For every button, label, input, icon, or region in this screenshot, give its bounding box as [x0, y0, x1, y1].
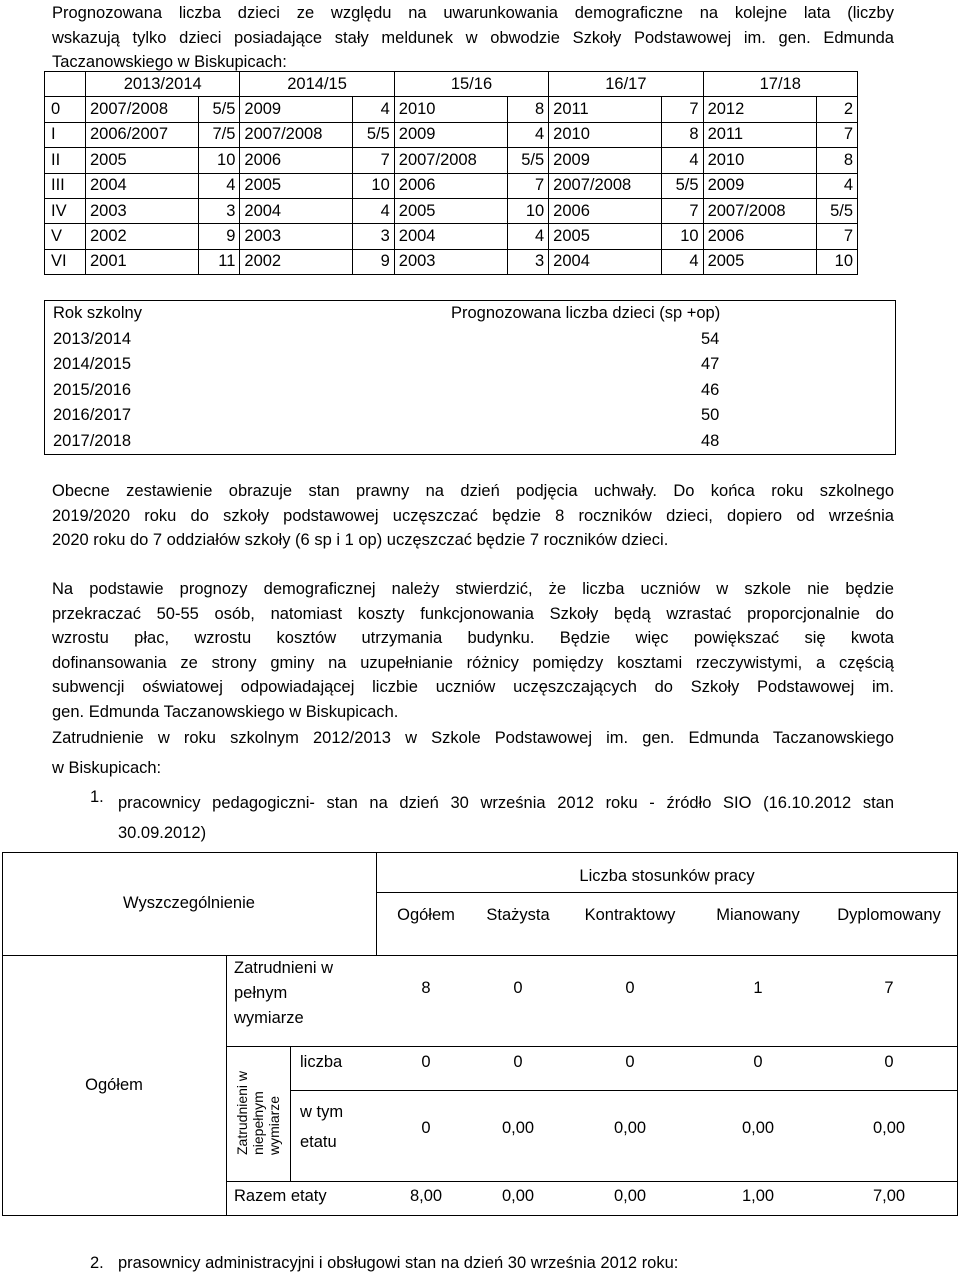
summary-year: 2015/2016 [53, 380, 131, 399]
list-item: prasownicy administracyjni i obsługowi stan na dzień 30 września 2012 roku: [118, 1254, 679, 1272]
staff-col-header: Mianowany [716, 905, 800, 924]
forecast-birth-year: 2007/2008 [86, 97, 199, 122]
summary-year: 2016/2017 [53, 406, 131, 425]
forecast-birth-year: 2006 [394, 173, 507, 198]
forecast-header: 2013/2014 [86, 72, 240, 97]
forecast-birth-year: 2005 [86, 148, 199, 173]
forecast-count: 2 [816, 97, 858, 122]
forecast-count: 10 [816, 249, 858, 274]
total-row-value: 8,00 [409, 1186, 443, 1205]
forecast-count: 5/5 [662, 173, 703, 198]
forecast-birth-year: 2009 [549, 148, 662, 173]
forecast-birth-year: 2010 [549, 122, 662, 147]
forecast-header: 16/17 [549, 72, 703, 97]
forecast-birth-year: 2005 [549, 224, 662, 249]
forecast-birth-year: 2012 [703, 97, 816, 122]
forecast-birth-year: 2004 [549, 249, 662, 274]
forecast-count: 7 [662, 198, 703, 223]
summary-count: 48 [701, 431, 720, 450]
forecast-birth-year: 2009 [394, 122, 507, 147]
forecast-birth-year: 2003 [240, 224, 353, 249]
paragraph-line: Obecne zestawienie obrazuje stan prawny na dzień podjęcia uchwały. Do końca roku szkolnego [52, 482, 894, 500]
forecast-count: 5/5 [816, 198, 858, 223]
list-number: 1. [90, 788, 104, 806]
forecast-birth-year: 2007/2008 [703, 198, 816, 223]
paragraph-line: Zatrudnienie w roku szkolnym 2012/2013 w Szkole Podstawowej im. gen. Edmunda Taczanowskiego [52, 729, 894, 747]
summary-year: 2013/2014 [53, 329, 131, 348]
part-time-label-line: Zatrudnieni w [234, 1070, 250, 1156]
forecast-count: 4 [507, 122, 548, 147]
forecast-count: 5/5 [353, 122, 394, 147]
forecast-count: 8 [816, 148, 858, 173]
paragraph-line: dofinansowania ze strony gminy na uzupełnianie różnicy pomiędzy kosztami rzeczywistymi, a częścią [52, 653, 894, 672]
summary-count: 47 [701, 355, 720, 374]
forecast-count: 10 [662, 224, 703, 249]
list-item-line: pracownicy pedagogiczni- stan na dzień 30 września 2012 roku - źródło SIO (16.10.2012 stan [118, 794, 894, 812]
forecast-count: 4 [662, 148, 703, 173]
fte-label-line: etatu [300, 1133, 337, 1151]
forecast-count: 4 [353, 198, 394, 223]
forecast-header: 2014/15 [240, 72, 394, 97]
forecast-class-label: III [45, 173, 86, 198]
part-time-vertical-label [226, 1046, 290, 1181]
fte-row-label [300, 1097, 343, 1157]
forecast-birth-year: 2006 [549, 198, 662, 223]
forecast-birth-year: 2005 [394, 198, 507, 223]
total-row-value: 1,00 [741, 1186, 775, 1205]
full-time-value: 7 [884, 978, 894, 997]
paragraph-line: 2020 roku do 7 oddziałów szkoły (6 sp i 1 op) uczęszczać będzie 7 roczników dzieci. [52, 531, 669, 549]
full-time-label-line: Zatrudnieni w [234, 959, 334, 977]
forecast-birth-year: 2001 [86, 249, 199, 274]
forecast-count: 4 [198, 173, 239, 198]
total-row-value: 0,00 [613, 1186, 647, 1205]
forecast-birth-year: 2004 [394, 224, 507, 249]
forecast-birth-year: 2003 [86, 198, 199, 223]
summary-year: 2014/2015 [53, 355, 131, 374]
intro-line: Prognozowana liczba dzieci ze względu na uwarunkowania demograficzne na kolejne lata (liczby [52, 4, 894, 22]
paragraph-line: przekraczać 50-55 osób, natomiast koszty funkcjonowania Szkoły będą wzrastać proporcjonalnie do [52, 604, 894, 623]
paragraph-line: 2019/2020 roku do szkoły podstawowej uczęszczać będzie 8 roczników dzieci, dopiero od września [52, 506, 894, 525]
total-row-value: 0,00 [501, 1186, 535, 1205]
full-time-value: 8 [421, 978, 431, 997]
part-time-label-line: wymiarze [266, 1095, 282, 1156]
staff-col-header: Dyplomowany [837, 905, 941, 924]
count-row-value: 0 [513, 1052, 523, 1071]
forecast-class-label: IV [45, 198, 86, 223]
forecast-birth-year: 2011 [703, 122, 816, 147]
forecast-birth-year: 2007/2008 [240, 122, 353, 147]
forecast-birth-year: 2011 [549, 97, 662, 122]
forecast-count: 4 [507, 224, 548, 249]
full-time-label-line: pełnym [234, 984, 288, 1002]
intro-line: wskazują tylko dzieci posiadające stały meldunek w obwodzie Szkoły Podstawowej im. gen. Edmunda [52, 28, 894, 47]
part-time-label-line: niepełnym [250, 1091, 266, 1156]
forecast-birth-year: 2002 [240, 249, 353, 274]
forecast-class-label: VI [45, 249, 86, 274]
forecast-count: 11 [198, 249, 239, 274]
forecast-birth-year: 2004 [86, 173, 199, 198]
full-time-value: 1 [753, 978, 763, 997]
staff-col-header: Kontraktowy [584, 905, 676, 924]
forecast-birth-year: 2007/2008 [549, 173, 662, 198]
total-row-label: Razem etaty [234, 1187, 327, 1205]
forecast-birth-year: 2009 [240, 97, 353, 122]
total-row-value: 7,00 [872, 1186, 906, 1205]
forecast-birth-year: 2006 [240, 148, 353, 173]
full-time-value: 0 [513, 978, 523, 997]
forecast-count: 5/5 [198, 97, 239, 122]
fte-row-value: 0 [421, 1118, 431, 1137]
staff-col-header: Ogółem [397, 905, 455, 924]
staff-col-header: Stażysta [486, 905, 550, 924]
summary-header-year: Rok szkolny [53, 304, 142, 323]
staff-ogolem-label: Ogółem [85, 1075, 143, 1094]
count-row-label: liczba [300, 1053, 343, 1071]
summary-count: 50 [701, 406, 720, 425]
forecast-birth-year: 2005 [703, 249, 816, 274]
forecast-birth-year: 2005 [240, 173, 353, 198]
forecast-class-label: I [45, 122, 86, 147]
fte-row-value: 0,00 [501, 1118, 535, 1137]
forecast-count: 7 [816, 224, 858, 249]
count-row-value: 0 [625, 1052, 635, 1071]
forecast-count: 4 [816, 173, 858, 198]
forecast-header: 17/18 [703, 72, 857, 97]
count-row-value: 0 [421, 1052, 431, 1071]
summary-header-count: Prognozowana liczba dzieci (sp +op) [451, 304, 721, 323]
forecast-birth-year: 2004 [240, 198, 353, 223]
forecast-count: 7 [662, 97, 703, 122]
summary-year: 2017/2018 [53, 431, 131, 450]
paragraph-line: gen. Edmunda Taczanowskiego w Biskupicach. [52, 702, 399, 721]
intro-line: Taczanowskiego w Biskupicach: [52, 53, 287, 71]
summary-count: 46 [701, 380, 720, 399]
forecast-count: 7/5 [198, 122, 239, 147]
forecast-birth-year: 2009 [703, 173, 816, 198]
forecast-count: 4 [662, 249, 703, 274]
forecast-count: 10 [353, 173, 394, 198]
forecast-count: 5/5 [507, 148, 548, 173]
full-time-value: 0 [625, 978, 635, 997]
forecast-count: 3 [198, 198, 239, 223]
forecast-count: 4 [353, 97, 394, 122]
paragraph-line: subwencji oświatowej odpowiadającej liczbie uczniów uczęszczających do Szkoły Podstawowej im. [52, 678, 894, 696]
forecast-count: 7 [816, 122, 858, 147]
forecast-birth-year: 2006/2007 [86, 122, 199, 147]
forecast-birth-year: 2010 [703, 148, 816, 173]
forecast-count: 3 [507, 249, 548, 274]
forecast-count: 7 [353, 148, 394, 173]
forecast-count: 7 [507, 173, 548, 198]
forecast-class-label: II [45, 148, 86, 173]
forecast-count: 8 [507, 97, 548, 122]
forecast-birth-year: 2002 [86, 224, 199, 249]
staff-group-header: Liczba stosunków pracy [579, 867, 755, 885]
fte-row-value: 0,00 [872, 1118, 906, 1137]
fte-row-value: 0,00 [613, 1118, 647, 1137]
fte-row-value: 0,00 [741, 1118, 775, 1137]
forecast-count: 9 [353, 249, 394, 274]
forecast-count: 9 [198, 224, 239, 249]
forecast-count: 8 [662, 122, 703, 147]
forecast-count: 10 [507, 198, 548, 223]
full-time-label [234, 956, 333, 1031]
forecast-count: 10 [198, 148, 239, 173]
paragraph-line: w Biskupicach: [52, 759, 162, 777]
forecast-birth-year: 2003 [394, 249, 507, 274]
forecast-birth-year: 2006 [703, 224, 816, 249]
fte-label-line: w tym [300, 1103, 344, 1121]
paragraph-line: wzrostu płac, wzrostu kosztów utrzymania budynku. Będzie więc powiększać się kwota [52, 629, 894, 647]
staff-spec-header: Wyszczególnienie [123, 894, 255, 912]
forecast-birth-year: 2010 [394, 97, 507, 122]
forecast-header: 15/16 [394, 72, 548, 97]
list-number: 2. [90, 1254, 104, 1272]
paragraph-line: Na podstawie prognozy demograficznej należy stwierdzić, że liczba uczniów w szkole nie będzie [52, 580, 894, 598]
full-time-label-line: wymiarze [234, 1009, 304, 1027]
count-row-value: 0 [753, 1052, 763, 1071]
forecast-class-label: V [45, 224, 86, 249]
forecast-birth-year: 2007/2008 [394, 148, 507, 173]
forecast-class-label: 0 [45, 97, 86, 122]
list-item-line: 30.09.2012) [118, 824, 207, 842]
summary-count: 54 [701, 329, 720, 348]
forecast-count: 3 [353, 224, 394, 249]
count-row-value: 0 [884, 1052, 894, 1071]
